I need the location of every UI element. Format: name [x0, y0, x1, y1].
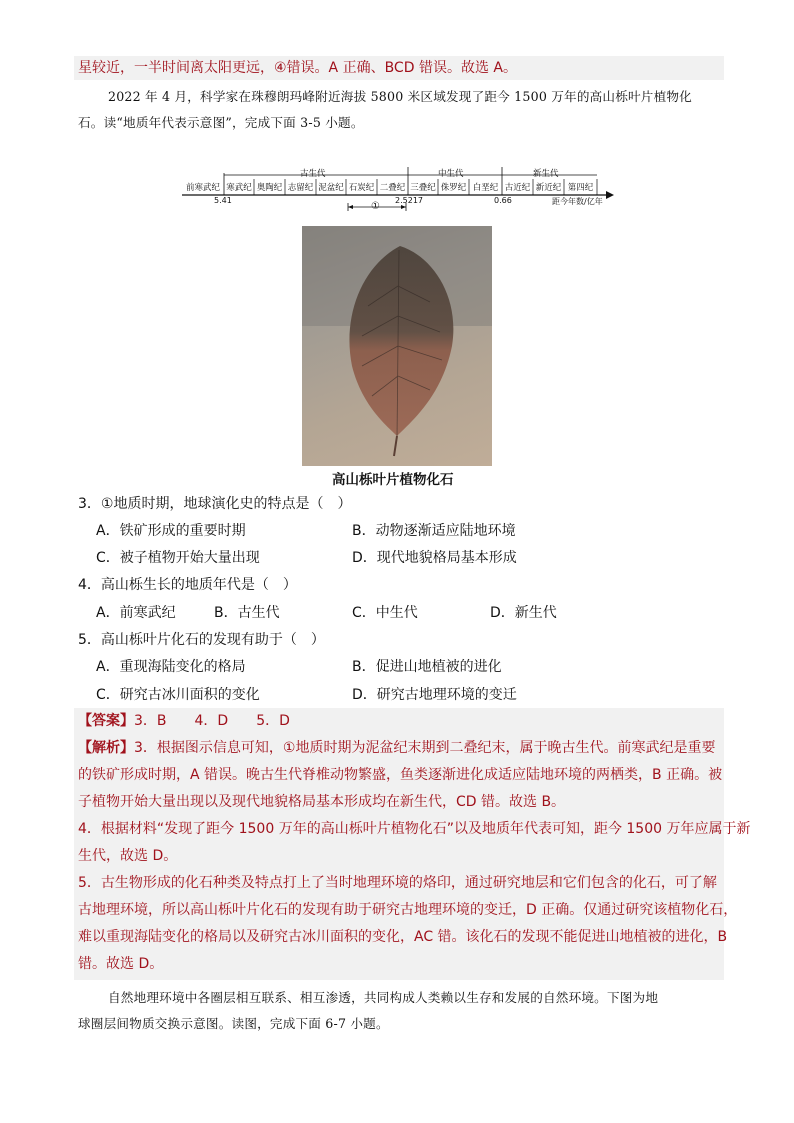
- marker-1: ①: [371, 201, 380, 212]
- prev-answer-line: 星较近，一半时间离太阳更远，④错误。A 正确、BCD 错误。故选 A。: [74, 56, 724, 80]
- period-neogene: 新近纪: [535, 183, 562, 193]
- period-cretaceous: 白垩纪: [472, 183, 499, 193]
- analysis-line-4: 4．根据材料“发现了距今 1500 万年的高山栎叶片植物化石”以及地质年代表可知，距今 1500 万年应属于新: [78, 821, 751, 837]
- period-silurian: 志留纪: [287, 183, 314, 193]
- period-carboniferous: 石炭纪: [348, 183, 375, 193]
- q4-option-b[interactable]: B．古生代: [214, 605, 280, 621]
- q3-option-c[interactable]: C．被子植物开始大量出现: [96, 550, 260, 566]
- value-5-41: 5.41: [214, 196, 232, 205]
- value-0-66: 0.66: [494, 196, 512, 205]
- question-3: 3．①地质时期，地球演化史的特点是（ ）: [78, 496, 352, 512]
- q5-option-c[interactable]: C．研究古冰川面积的变化: [96, 687, 260, 703]
- photo-caption: 高山栎叶片植物化石: [332, 472, 454, 488]
- q4-option-c[interactable]: C．中生代: [352, 605, 418, 621]
- analysis-label: 【解析】: [78, 740, 134, 756]
- answer-label: 【答案】: [78, 713, 134, 729]
- question-4: 4．高山栎生长的地质年代是（ ）: [78, 577, 297, 593]
- analysis-line-6: 5．古生物形成的化石种类及特点打上了当时地理环境的烙印，通过研究地层和它们包含的化石，可了解: [78, 875, 717, 891]
- q5-option-b[interactable]: B．促进山地植被的进化: [352, 659, 502, 675]
- answer-line: [78, 708, 724, 735]
- question-5: 5．高山栎叶片化石的发现有助于（ ）: [78, 632, 325, 648]
- period-triassic: 三叠纪: [410, 183, 436, 193]
- analysis-line-5: 生代，故选 D。: [78, 848, 178, 864]
- period-precambrian: 前寒武纪: [185, 183, 220, 193]
- period-cambrian: 寒武纪: [226, 183, 252, 193]
- period-paleogene: 古近纪: [504, 183, 531, 193]
- period-devonian: 泥盆纪: [318, 183, 344, 193]
- analysis-line-9: 错。故选 D。: [78, 956, 164, 972]
- period-quaternary: 第四纪: [567, 183, 594, 193]
- intro-line-1: 2022 年 4 月，科学家在珠穆朗玛峰附近海拔 5800 米区域发现了距今 1500 万年的高山栎叶片植物化: [108, 89, 692, 104]
- analysis-line-2: 的铁矿形成时期，A 错误。晚古生代脊椎动物繁盛，鱼类逐渐进化成适应陆地环境的两栖类，B 正确。被: [78, 767, 723, 783]
- era-mesozoic: 中生代: [438, 169, 464, 179]
- intro-line-2: 石。读“地质年代表示意图”，完成下面 3-5 小题。: [78, 115, 364, 130]
- analysis-line-7: 古地理环境，所以高山栎叶片化石的发现有助于研究古地理环境的变迁，D 正确。仅通过研究该植物化石，: [78, 902, 738, 918]
- period-jurassic: 侏罗纪: [440, 183, 467, 193]
- axis-label: 距今年数/亿年: [552, 197, 603, 206]
- answer-analysis-block: [74, 708, 751, 980]
- period-ordovician: 奥陶纪: [256, 183, 283, 193]
- fossil-photo: [302, 226, 492, 466]
- q4-option-a[interactable]: A．前寒武纪: [96, 605, 176, 621]
- answer-text: 3．B 4．D 5．D: [134, 713, 290, 729]
- analysis-line-8: 难以重现海陆变化的格局以及研究古冰川面积的变化，AC 错。该化石的发现不能促进山地植被的进化，B: [78, 929, 728, 945]
- geologic-time-chart: [182, 163, 622, 213]
- analysis-line-3: 子植物开始大量出现以及现代地貌格局基本形成均在新生代，CD 错。故选 B。: [78, 794, 566, 810]
- closing-line-1: 自然地理环境中各圈层相互联系、相互渗透，共同构成人类赖以生存和发展的自然环境。下图为地: [108, 990, 659, 1005]
- era-paleozoic: 古生代: [300, 169, 326, 179]
- closing-line-2: 球圈层间物质交换示意图。读图，完成下面 6-7 小题。: [78, 1016, 389, 1031]
- q5-option-a[interactable]: A．重现海陆变化的格局: [96, 659, 246, 675]
- q3-option-b[interactable]: B．动物逐渐适应陆地环境: [352, 523, 516, 539]
- q3-option-a[interactable]: A．铁矿形成的重要时期: [96, 523, 246, 539]
- era-cenozoic: 新生代: [533, 169, 559, 179]
- analysis-line-1: 【解析】3．根据图示信息可知，①地质时期为泥盆纪末期到二叠纪末，属于晚古生代。前寒武纪是重要: [78, 740, 716, 756]
- q4-option-d[interactable]: D．新生代: [490, 605, 557, 621]
- value-2-5217: 2.5217: [395, 196, 423, 205]
- leaf-fossil-image: [302, 226, 492, 466]
- q5-option-d[interactable]: D．研究古地理环境的变迁: [352, 687, 517, 703]
- q3-option-d[interactable]: D．现代地貌格局基本形成: [352, 550, 517, 566]
- period-permian: 二叠纪: [379, 183, 406, 193]
